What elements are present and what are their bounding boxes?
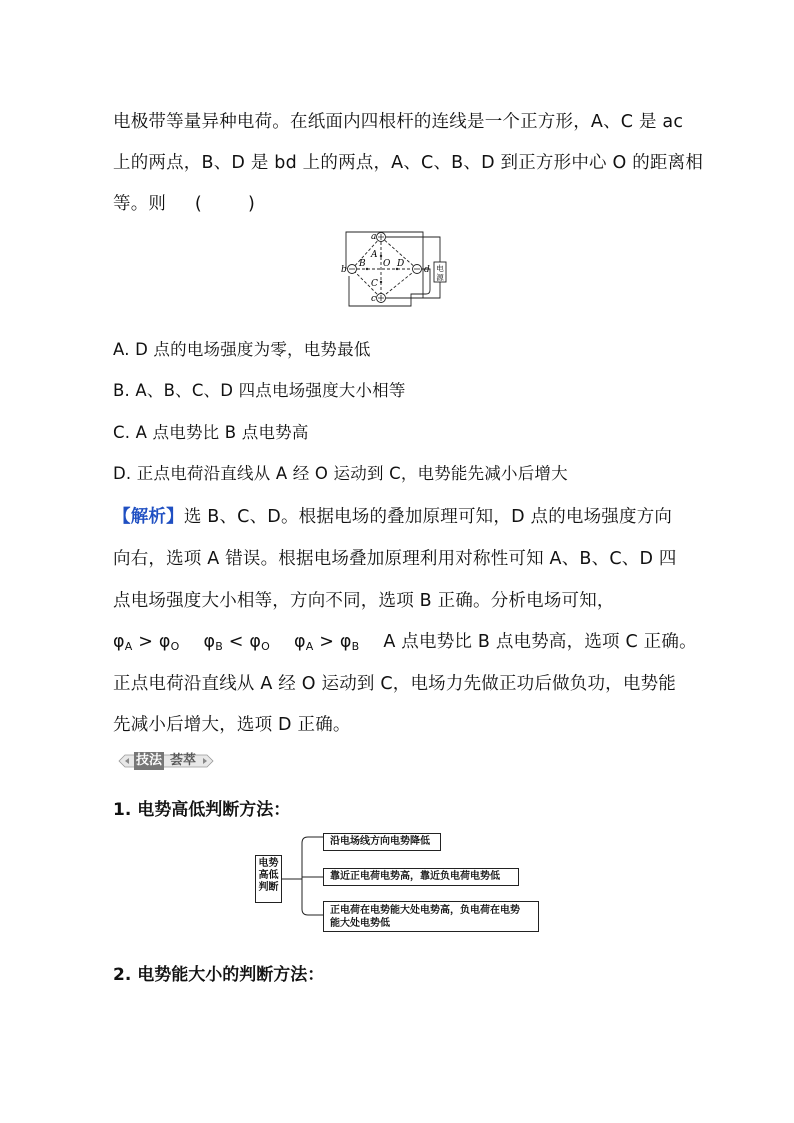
option-A: A. D 点的电场强度为零，电势最低 bbox=[113, 340, 371, 359]
phi-A-1: φ bbox=[113, 632, 125, 652]
analysis-line-3: 点电场强度大小相等，方向不同，选项 B 正确。分析电场可知， bbox=[113, 591, 615, 611]
analysis-line-2: 向右，选项 A 错误。根据电场叠加原理利用对称性可知 A、B、C、D 四 bbox=[113, 549, 677, 569]
tips-banner-part2: 荟萃 bbox=[170, 753, 197, 768]
phi-B-1: φ bbox=[203, 632, 216, 652]
method-branch-3-line-2: 能大处电势低 bbox=[330, 918, 390, 929]
label-C: C bbox=[371, 279, 378, 289]
method-branch-3 bbox=[323, 901, 539, 932]
sub-A-2: A bbox=[305, 640, 314, 653]
label-a: a bbox=[371, 232, 377, 242]
analysis-line-6: 先减小后增大，选项 D 正确。 bbox=[113, 715, 351, 735]
wire-bottom bbox=[386, 282, 440, 298]
point-B bbox=[366, 268, 368, 270]
tips-banner-bg bbox=[117, 752, 215, 770]
label-O: O bbox=[383, 259, 391, 269]
method-branch-1 bbox=[323, 833, 441, 851]
section2-title: 2. 电势能大小的判断方法： bbox=[113, 965, 325, 985]
phi-O-1: φ bbox=[158, 632, 171, 652]
power-source-char-2: 源 bbox=[436, 273, 444, 282]
label-d: d bbox=[424, 265, 430, 275]
question-line-2: 上的两点，B、D 是 bd 上的两点，A、C、B、D 到正方形中心 O 的距离相 bbox=[113, 153, 704, 173]
question-line-3: 等。则 ( ) bbox=[113, 194, 256, 214]
sub-O-1: O bbox=[170, 640, 180, 653]
sub-B-1: B bbox=[215, 640, 223, 653]
gt-2: > bbox=[313, 632, 340, 652]
method-branch-2-text: 靠近正电荷电势高，靠近负电荷电势低 bbox=[330, 871, 500, 882]
label-b: b bbox=[341, 265, 347, 275]
label-A: A bbox=[371, 250, 378, 260]
power-source-char-1: 电 bbox=[436, 264, 444, 273]
method-root-line-2: 高低 bbox=[258, 870, 279, 881]
question-line-1: 电极带等量异种电荷。在纸面内四根杆的连线是一个正方形，A、C 是 ac bbox=[113, 112, 684, 132]
phi-B-2: φ bbox=[339, 632, 352, 652]
point-A bbox=[380, 255, 382, 257]
method-branch-3-line-1: 正电荷在电势能大处电势高，负电荷在电势 bbox=[330, 905, 520, 916]
analysis-line-4 bbox=[113, 628, 697, 653]
option-D: D. 正点电荷沿直线从 A 经 O 运动到 C，电势能先减小后增大 bbox=[113, 464, 568, 483]
sub-O-2: O bbox=[261, 640, 270, 653]
analysis-line-4-tail: A 点电势比 B 点电势高，选项 C 正确。 bbox=[383, 632, 697, 652]
lt-1: < bbox=[222, 632, 250, 652]
wire-top bbox=[386, 237, 440, 262]
method-root-line-3: 判断 bbox=[258, 882, 279, 893]
method-root-line-1: 电势 bbox=[258, 858, 279, 869]
tips-banner bbox=[117, 752, 215, 770]
option-B: B. A、B、C、D 四点电场强度大小相等 bbox=[113, 381, 406, 400]
gt-1: > bbox=[132, 632, 159, 652]
sub-B-2: B bbox=[351, 640, 360, 653]
phi-O-2: φ bbox=[249, 632, 262, 652]
analysis-line-1-text: 选 B、C、D。根据电场的叠加原理可知，D 点的电场强度方向 bbox=[183, 507, 673, 527]
tips-banner-part1: 技法 bbox=[136, 753, 163, 768]
wire-right bbox=[349, 269, 430, 306]
analysis-tag: 【解析】 bbox=[113, 507, 184, 527]
sub-A-1: A bbox=[124, 640, 133, 653]
method-branch-2 bbox=[323, 868, 519, 886]
phi-A-2: φ bbox=[293, 632, 306, 652]
analysis-line-5: 正点电荷沿直线从 A 经 O 运动到 C，电场力先做正功后做负功，电势能 bbox=[113, 674, 676, 694]
point-C bbox=[380, 281, 382, 283]
label-D: D bbox=[397, 259, 405, 269]
section1-title: 1. 电势高低判断方法： bbox=[113, 800, 291, 820]
method-branch-1-text: 沿电场线方向电势降低 bbox=[330, 836, 430, 847]
analysis-line-1 bbox=[113, 503, 672, 528]
electrode-figure bbox=[335, 226, 465, 308]
label-B: B bbox=[359, 259, 366, 269]
label-c: c bbox=[371, 294, 377, 304]
option-C: C. A 点电势比 B 点电势高 bbox=[113, 423, 309, 442]
method-diagram bbox=[255, 833, 540, 933]
